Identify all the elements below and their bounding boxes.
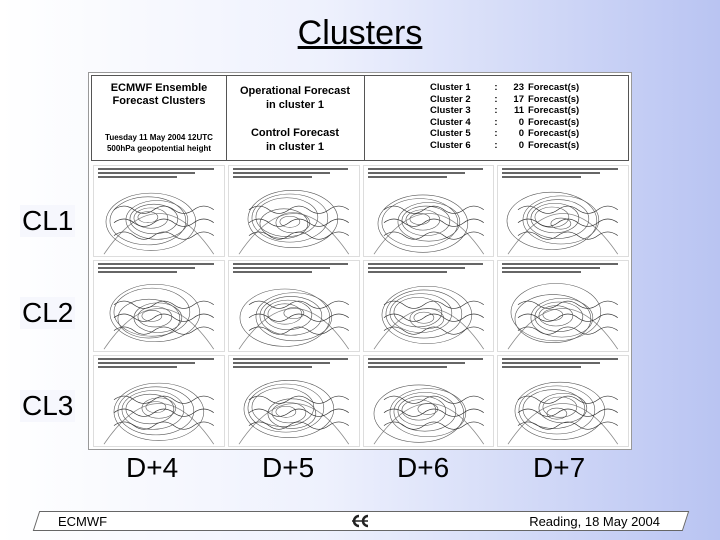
operational-line-2: in cluster 1 [265,99,325,111]
cluster-map-r1-c2 [228,165,360,257]
cluster-colon: : [494,128,498,139]
cluster-map-r2-c4 [497,260,629,352]
cluster-row [430,140,579,152]
cluster-colon: : [494,116,498,128]
cluster-map-r3-c1 [93,355,225,447]
forecast-date: Tuesday 11 May 2004 12UTC [105,133,213,142]
geopotential-map [498,372,628,446]
cluster-unit: Forecast(s) [528,139,580,151]
cluster-count: 17 [513,93,524,105]
geopotential-map [364,372,494,446]
cluster-count: 23 [513,82,524,93]
geopotential-map [229,182,359,256]
cluster-row [430,128,579,140]
forecast-field: 500hPa geopotential height [106,144,211,153]
geopotential-map [229,372,359,446]
cluster-row [430,105,579,117]
map-caption [502,358,624,372]
geopotential-map [229,277,359,351]
cluster-map-r3-c3 [363,355,495,447]
cluster-map-r2-c3 [363,260,495,352]
geopotential-map [498,277,628,351]
cluster-unit: Forecast(s) [528,82,580,93]
cluster-row [430,82,579,94]
map-caption [98,358,220,372]
control-line-1: Control Forecast [250,127,339,139]
geopotential-map [364,277,494,351]
cluster-unit: Forecast(s) [528,128,580,139]
geopotential-map [498,182,628,256]
map-caption [233,263,355,277]
cluster-map-r1-c1 [93,165,225,257]
map-caption [233,168,355,182]
cluster-unit: Forecast(s) [528,105,580,116]
row-label-cl1: CL1 [22,205,74,236]
cluster-counts [364,76,628,160]
map-caption [368,263,490,277]
footer-org: ECMWF [58,514,108,529]
cluster-colon: : [494,82,498,93]
cluster-count: 11 [513,105,524,116]
geopotential-map [364,182,494,256]
cluster-map-r3-c4 [497,355,629,447]
cluster-map-r2-c2 [228,260,360,352]
ensemble-title-line-2: Forecast Clusters [112,95,206,107]
cluster-unit: Forecast(s) [528,116,580,128]
day-label-d6: D+6 [397,452,450,483]
cluster-name: Cluster 3 [430,105,471,116]
forecast-membership [226,76,365,160]
map-caption [98,263,220,277]
cluster-map-r3-c2 [228,355,360,447]
cluster-name: Cluster 1 [430,82,471,93]
cluster-row [430,117,579,129]
map-grid [93,165,629,447]
cluster-map-r1-c3 [363,165,495,257]
map-caption [233,358,355,372]
cluster-name: Cluster 6 [430,139,471,151]
cluster-unit: Forecast(s) [528,93,580,105]
cluster-row [430,94,579,106]
cluster-map-r1-c4 [497,165,629,257]
control-line-2: in cluster 1 [265,141,325,153]
ensemble-title-line-1: ECMWF Ensemble [110,82,208,94]
footer-date: Reading, 18 May 2004 [529,514,660,529]
cluster-name: Cluster 5 [430,128,471,139]
slide-title: Clusters [297,14,423,52]
operational-line-1: Operational Forecast [239,85,351,97]
cluster-colon: : [494,105,498,116]
cluster-count: 0 [518,116,524,128]
cluster-count: 0 [518,139,524,151]
map-caption [368,358,490,372]
cluster-colon: : [494,93,498,105]
map-caption [502,168,624,182]
cluster-name: Cluster 2 [430,93,471,105]
geopotential-map [94,372,224,446]
cluster-colon: : [494,139,498,151]
cluster-map-r2-c1 [93,260,225,352]
day-label-d5: D+5 [262,452,315,483]
ensemble-info [92,76,227,160]
geopotential-map [94,277,224,351]
cluster-list [430,82,579,151]
geopotential-map [94,182,224,256]
map-caption [502,263,624,277]
day-label-d4: D+4 [126,452,179,483]
row-label-cl2: CL2 [22,297,74,328]
ecmwf-logo-icon [350,513,370,529]
cluster-count: 0 [518,128,524,139]
row-label-cl3: CL3 [22,390,74,421]
day-label-d7: D+7 [533,452,586,483]
cluster-name: Cluster 4 [430,116,471,128]
cluster-figure [88,72,632,450]
map-caption [368,168,490,182]
figure-header [91,75,629,161]
map-caption [98,168,220,182]
